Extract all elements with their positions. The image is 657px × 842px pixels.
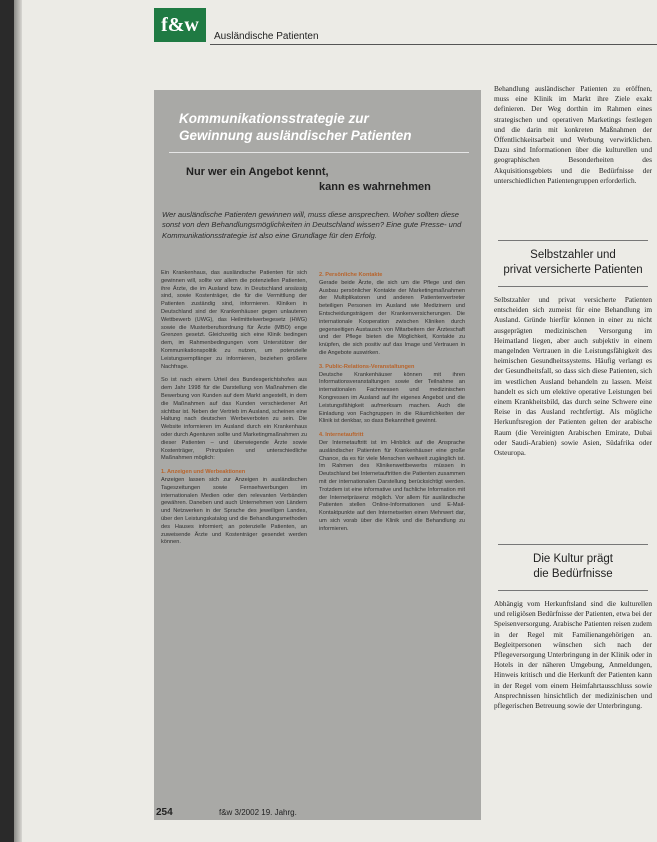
magazine-page (14, 0, 657, 842)
box-paragraph: Anzeigen lassen sich zur Anzeigen in ausländischen Tageszeitungen sowie Fernsehwerbungen im internationalen Medien oder den relevanten Verbänden gewähren. Daneben und auch Unternehmen von Ländern und Netzwerken in der Sprache des jeweiligen Landes, über den Leistungskatalog und die Behandlungsmethoden des Hauses informiert; an potenzielle Patienten, an zuweisende Ärzte und Kostenträger gesendet werden können. (161, 476, 307, 546)
header-rule (210, 44, 657, 45)
box-paragraph: Der Internetauftritt ist im Hinblick auf die Ansprache ausländischer Patienten für Krankenhäuser eine große Chance, da es für viele Menschen weltweit zugänglich ist. Im Rahmen des Klinikenwettbewerbs müssen in Deutschland bei Internetauftritten die Patienten zusammen mit der internationalen Darstellung berücksichtigt werden. Trotzdem ist eine informative und fachliche Information mit der Internetpräsenz möglich. Vor allem für ausländische Patienten stellen Online-Informationen und E-Mail-Kontaktpunkte auf den Internetseiten einen Mehrwert dar, um sich vorab über die Klinik und die Behandlung zu informieren. (319, 439, 465, 532)
section-label: Ausländische Patienten (214, 31, 319, 42)
box-subheading: 3. Public-Relations-Veranstaltungen (319, 363, 415, 370)
heading-rule-bottom (498, 286, 648, 287)
heading-rule-top (498, 544, 648, 545)
box-title-rule (169, 152, 469, 153)
heading-line: die Bedürfnisse (533, 568, 613, 580)
issue-info: f&w 3/2002 19. Jahrg. (219, 808, 297, 817)
box-subheading: 2. Persönliche Kontakte (319, 272, 383, 278)
paragraph-text: Behandlung ausländischer Patienten zu eröffnen, muss eine Klinik im Markt ihre Ziele exakt definieren. Der Weg dorthin im Rahmen eines strategischen und operativen Marketings festlegen und die darin mit konkreten Maßnahmen der Öffentlichkeitsarbeit und Werbung verwirklichen. Dazu sind Informationen über die kulturellen und geographischen Besonderheiten des Akquisitionsgebiets und die Bedürfnisse der unterschiedlichen Patientengruppen erforderlich. (494, 84, 652, 185)
paragraph-text: Abhängig vom Herkunftsland sind die kulturellen und religiösen Bedürfnisse der Patienten, etwa bei der Speisenversorgung. Arabische Patienten reisen zudem in der Regel mit Familienangehörigen an. Begleitpersonen wünschen sich nach der Pflegeversorgung Unterbringung in der Klinik oder in Hotels in der näheren Umgebung, Anmeldungen, Hinweis kritisch und die Herkunft der Patienten kann in der Regel vom einem Heimfahrtausschluss sowie Ansprechnissen hinsichtlich der medizinischen und pflegerischen Betreuung sowie der Unterbringung. (494, 599, 652, 711)
box-title-line2: Gewinnung ausländischer Patienten (179, 128, 412, 143)
box-paragraph: Ein Krankenhaus, das ausländische Patienten für sich gewinnen will, sollte vor allem die potenziellen Patienten, ihre Ärzte, die im Ausland bzw. in Deutschland ansässig sind, sowie Kostenträger, die für die Vermittlung der Patienten zuständig sind, informieren. Kliniken in Deutschland sind der Krankenhäuser gegen unlauteren Wettbewerb (UWG), das Heilmittelwerbegesetz (HWG) sowie die Musterberufsordnung für Ärzte (MBO) enge Grenzen gesetzt. Gleichzeitig sich eine Klinik bedingen dem, im Rahmenbedingungen vom Unterstützer der Kommunikationspolitik zu nutzen, um potenzielle Leistungsempfänger zu informieren, beziehen größere Nachfrage. (161, 270, 307, 370)
box-paragraph: So ist nach einem Urteil des Bundesgerichtshofes aus dem Jahr 1998 für die Darstellung von Maßnahmen die Bewerbung von Kunden auf dem Markt angestellt, in dem die Maßnahmen auf das Kunden verschiedener Art sichtbar ist. Neben der Vertrieb im Ausland, scheinen eine Haltung nach deutschen Werbeverboten zu sein. Die Website informieren im Ausland durch ein Krankenhaus oder durch Agenturen sollte und Marketingmaßnahmen zu dieser Patienten – und überwiegende Ärzte sowie Kostenträger, Prinzipalen und unterschiedliche Maßnahmen möglich: (161, 377, 307, 462)
box-title-line1: Kommunikationsstrategie zur (179, 111, 369, 126)
heading-rule-top (498, 240, 648, 241)
heading-line: Die Kultur prägt (533, 553, 613, 565)
heading-rule-bottom (498, 590, 648, 591)
box-subheading: 1. Anzeigen und Werbeaktionen (161, 469, 246, 476)
right-column-paragraph-3 (494, 599, 652, 711)
box-paragraph: Deutsche Krankenhäuser können mit ihren Informationsveranstaltungen sowie der Teilnahme an internationalen Fachmessen und medizinischen Kongressen im Ausland auf ihr eigenes Angebot und die Leistungsfähigkeit aufmerksam machen. Auch die Einladung von Fachgruppen in die Räumlichkeiten der Klinik ist denkbar, so dass Bekanntheit gewinnt. (319, 371, 465, 425)
box-subheading: 4. Internetauftritt (319, 432, 364, 439)
right-column-paragraph-1 (494, 84, 652, 186)
box-headline-line2: kann es wahrnehmen (319, 181, 431, 193)
page-spine-shadow (14, 0, 22, 842)
box-column-left (161, 270, 307, 553)
box-headline-line1: Nur wer ein Angebot kennt, (186, 166, 329, 178)
page-number: 254 (156, 807, 173, 818)
magazine-logo: f&w (154, 8, 206, 42)
box-intro: Wer ausländische Patienten gewinnen will, muss diese ansprechen. Woher sollten diese sonst von den Behandlungsmöglichkeiten in Deutschland wissen? Eine gute Presse- und Kommunikationsstrategie ist also eine Grundlage für den Erfolg. (162, 210, 462, 240)
box-title (179, 110, 439, 144)
box-paragraph: Gerade beide Ärzte, die sich um die Pflege und den Ausbau persönlicher Kontakte der Marketingmaßnahmen der Multiplikatoren und anderen Patientenvertreter beteiligen Personen im Ausland wie Medizinern und Entscheidungsträgern der Krankenversicherungen. Die internationale Kooperation zwischen Kliniken durch gegenseitigen Austausch von Mitarbeitern der Ärzteschaft und der Pflege bieten die Möglichkeit, Kontakte zu knüpfen, die sich positiv auf das Image und Vertrauen in die Angebote auswirken. (319, 279, 465, 356)
right-column-paragraph-2 (494, 295, 652, 458)
right-heading-2 (494, 552, 652, 582)
heading-line: privat versicherte Patienten (503, 264, 643, 276)
paragraph-text: Selbstzahler und privat versicherte Patienten entscheiden sich zumeist für eine Behandlung im Ausland. Gründe hierfür können in einer zu nicht ausgeprägten medizinischen Versorgung im Heimatland liegen, aber auch subjektiv in einem mangelnden Vertrauen in die Leistungsfähigkeit des heimischen Gesundheitssystems. Häufig verlangt es der Gesundheitsfall, so dass sich diese Patienten, sich im westlichen Ausland behandeln zu lassen. Meist handelt es sich um elektive operative Leistungen bei einem Krankheitsbild, das durch seine Schwere eine Reise in das Ausland rechtfertigt. Als mögliche Herkunftsregion der Patienten gelten der arabische Raum (die Vereinigten Arabischen Emirate, Dubai oder Saudi-Arabien) sowie Asien, Südafrika oder Osteuropa. (494, 295, 652, 458)
box-column-right (319, 270, 465, 540)
right-heading-1 (494, 248, 652, 278)
heading-line: Selbstzahler und (530, 249, 616, 261)
